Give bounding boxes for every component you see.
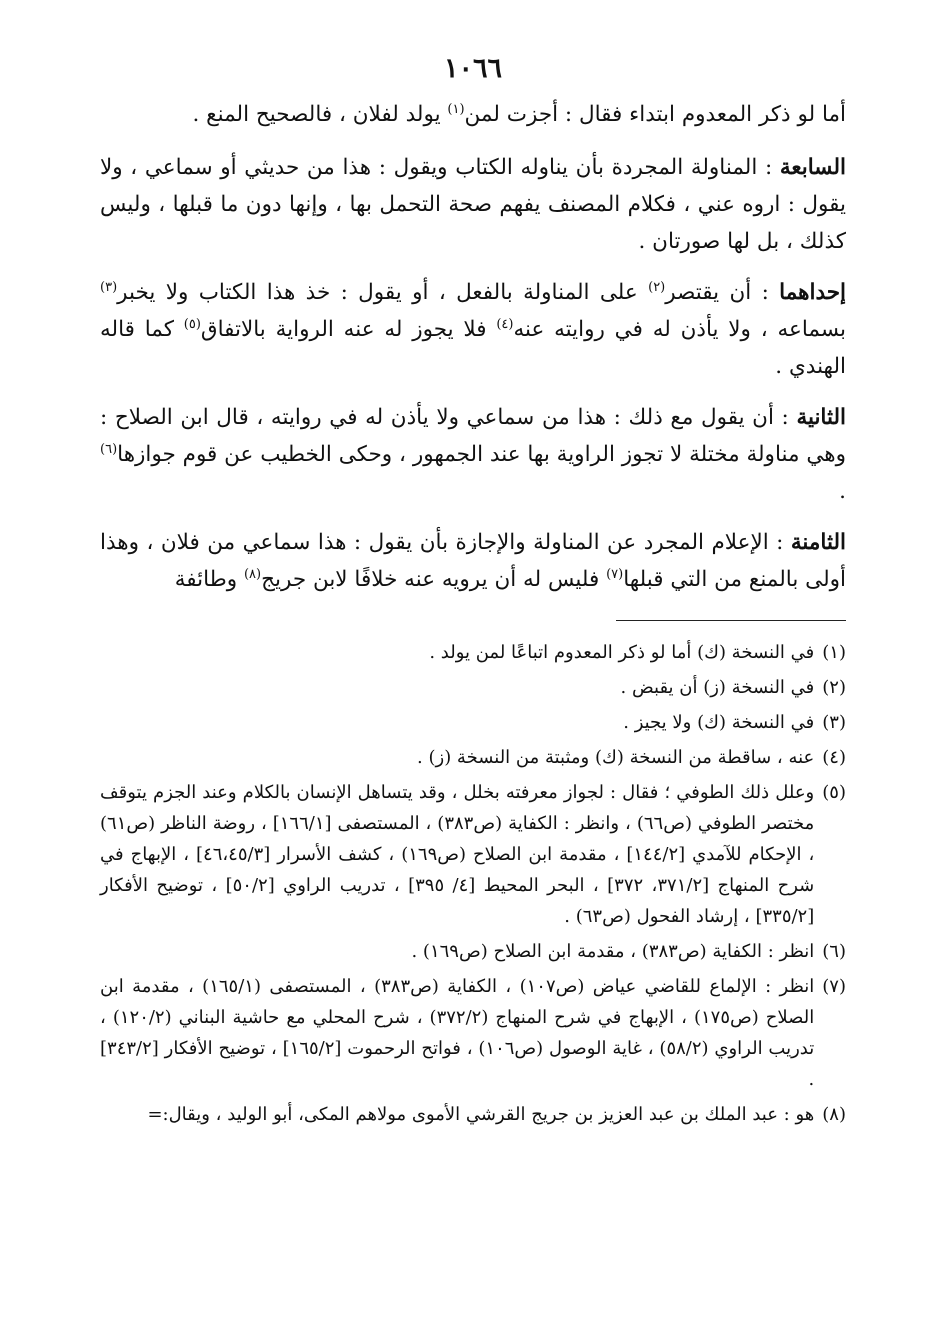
footnote-text: انظر : الإلماع للقاضي عياض (ص١٠٧) ، الكفاية (ص٣٨٣) ، المستصفى (١٦٥/١) ، مقدمة ابن الصلاح (ص١٧٥) ، الإبهاج في شرح المنهاج (٣٧٢/٢) ، شرح المحلي مع حاشية البناني (١٢٠/٢) ، تدريب الراوي (٥٨/٢) ، غاية الوصول (ص١٠٦) ، فواتح الرحموت [١٦٥/٢] ، توضيح الأفكار [٣٤٣/٢] .: [100, 976, 815, 1090]
footnote: [100, 777, 846, 932]
text-segment: : أن يقول مع ذلك : هذا من سماعي ولا يأذن له في روايته ، قال ابن الصلاح : وهي مناولة مختلة لا تجوز الراوية بها عند الجمهور ، وحكى الخطيب عن قوم جوازها: [100, 405, 846, 467]
footnote-number: (٦): [822, 941, 846, 962]
footnotes: [100, 637, 846, 1130]
text-segment: فلا يجوز له عنه الرواية بالاتفاق: [200, 317, 497, 342]
footnote-reference: (٥): [183, 316, 201, 332]
footnote: [100, 637, 846, 668]
footnote: [100, 707, 846, 738]
footnote-separator: [616, 620, 846, 621]
footnote-text: عنه ، ساقطة من النسخة (ك) ومثبتة من النسخة (ز) .: [417, 747, 815, 768]
footnote-number: (٨): [822, 1104, 846, 1125]
text-segment: : المناولة المجردة بأن يناوله الكتاب ويقول : هذا من حديثي أو سماعي ، ولا يقول : اروه عني ، فكلام المصنف يفهم صحة التحمل بها ، وإنها دون ما قبلها ، وليس كذلك ، بل لها صورتان .: [100, 155, 846, 254]
footnote-reference: (٦): [100, 441, 118, 457]
paragraph: [100, 96, 846, 133]
paragraph-lead-term: الثامنة: [790, 530, 846, 555]
footnote-reference: (٣): [100, 279, 118, 295]
text-segment: كما قاله الهندي .: [100, 317, 846, 379]
footnote-text: انظر : الكفاية (ص٣٨٣) ، مقدمة ابن الصلاح (ص١٦٩) .: [411, 941, 815, 962]
footnote-text: في النسخة (ك) ولا يجيز .: [623, 712, 815, 733]
footnote: [100, 672, 846, 703]
footnote-text: في النسخة (ك) أما لو ذكر المعدوم اتباعًا لمن يولد .: [429, 642, 815, 663]
footnote: [100, 1099, 846, 1130]
footnote-number: (٤): [822, 747, 846, 768]
paragraph: [100, 149, 846, 260]
main-text: [100, 96, 846, 598]
text-segment: يولد لفلان ، فالصحيح المنع .: [192, 102, 448, 127]
footnote-reference: (٢): [648, 279, 666, 295]
text-segment: أما لو ذكر المعدوم ابتداء فقال : أجزت لمن: [464, 102, 846, 127]
text-segment: : أن يقتصر: [665, 280, 780, 305]
paragraph: [100, 399, 846, 510]
paragraph-lead-term: إحداهما: [779, 280, 847, 305]
text-segment: .: [839, 479, 846, 504]
footnote-number: (١): [822, 642, 846, 663]
footnote-text: في النسخة (ز) أن يقبض .: [620, 677, 815, 698]
footnote-number: (٣): [822, 712, 846, 733]
footnote-reference: (١): [447, 101, 465, 117]
footnote: [100, 936, 846, 967]
footnote-number: (٥): [822, 782, 846, 803]
text-segment: فليس له أن يرويه عنه خلافًا لابن جريج: [261, 567, 607, 592]
footnote-text: وعلل ذلك الطوفي ؛ فقال : لجواز معرفته بخلل ، وقد يتساهل الإنسان بالكلام وعند الجزم يتوقف مختصر الطوفي (ص٦٦) ، وانظر : الكفاية (ص٣٨٣) ، المستصفى [١٦٦/١] ، روضة الناظر (ص٦١) ، الإحكام للآمدي [١٤٤/٢] ، مقدمة ابن الصلاح (ص١٦٩) ، كشف الأسرار [٤٦،٤٥/٣] ، الإبهاج في شرح المنهاج [٣٧١/٢، ٣٧٢] ، البحر المحيط [٤/ ٣٩٥] ، تدريب الراوي [٥٠/٢] ، توضيح الأفكار [٣٣٥/٢] ، إرشاد الفحول (ص٦٣) .: [100, 782, 815, 927]
text-segment: بسماعه ، ولا يأذن له في روايته عنه: [513, 317, 847, 342]
paragraph: [100, 524, 846, 598]
text-segment: وطائفة: [174, 567, 244, 592]
footnote-reference: (٧): [606, 566, 624, 582]
paragraph-lead-term: الثانية: [796, 405, 846, 430]
footnote-reference: (٤): [496, 316, 514, 332]
footnote-number: (٢): [822, 677, 846, 698]
page-number: ١٠٦٦: [443, 53, 502, 84]
footnote-separator-wrap: [100, 612, 846, 637]
footnote: [100, 742, 846, 773]
paragraph-lead-term: السابعة: [779, 155, 846, 180]
footnote-number: (٧): [822, 976, 846, 997]
footnote-text: هو : عبد الملك بن عبد العزيز بن جريج القرشي الأموى مولاهم المكى، أبو الوليد ، ويقال:=: [147, 1104, 815, 1125]
text-segment: : الإعلام المجرد عن المناولة والإجازة بأن يقول : هذا سماعي من فلان ، وهذا أولى بالمنع من التي قبلها: [100, 530, 846, 592]
text-segment: على المناولة بالفعل ، أو يقول : خذ هذا الكتاب ولا يخبر: [117, 280, 649, 305]
paragraph: [100, 274, 846, 385]
footnote-reference: (٨): [243, 566, 262, 582]
footnote: [100, 971, 846, 1095]
